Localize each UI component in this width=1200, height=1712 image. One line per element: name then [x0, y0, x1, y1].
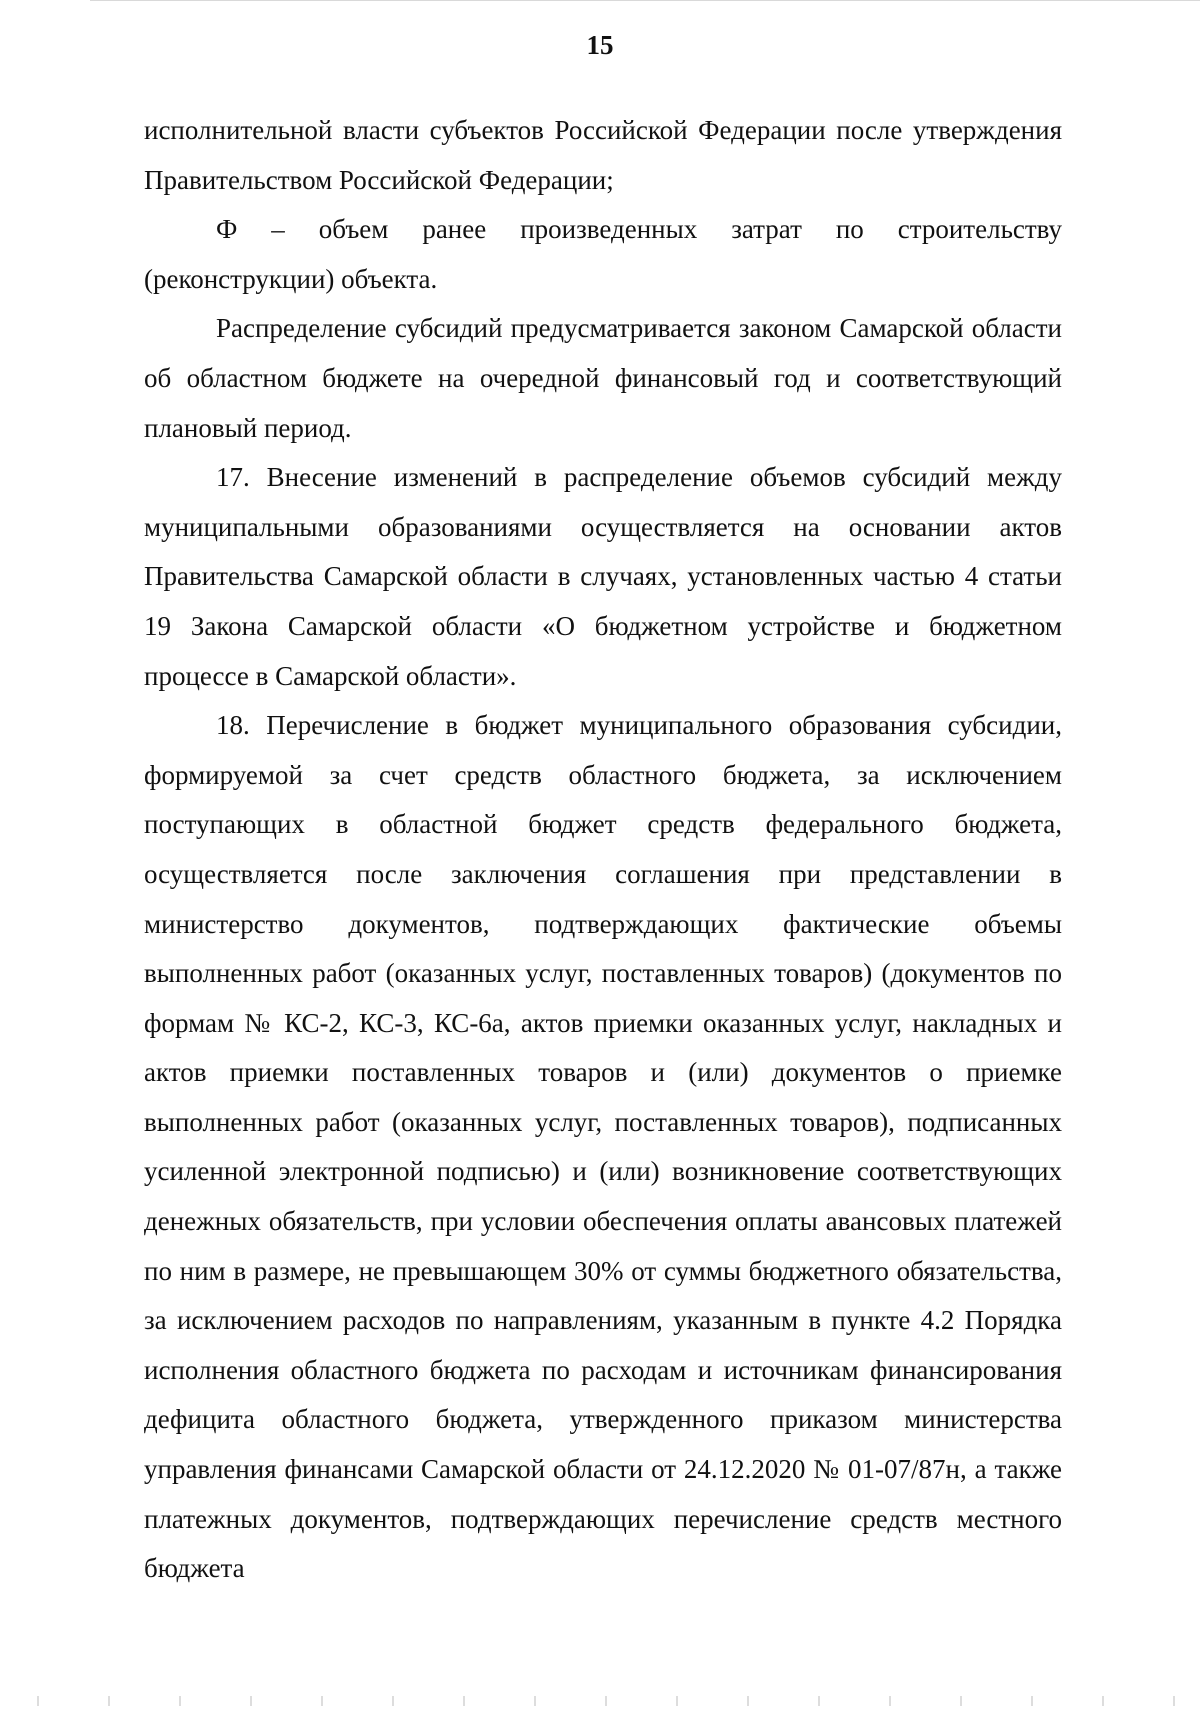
paragraph-item-17: 17. Внесение изменений в распределение объемов субсидий между муниципальными образованиями осуществляется на основании актов Правительства Самарской области в случаях, установленных частью 4 статьи 19 Закона Самарской области «О бюджетном устройстве и бюджетном процессе в Самарской области».	[144, 462, 1062, 691]
document-body	[144, 106, 1062, 1594]
page-number: 15	[586, 30, 614, 60]
paragraph-distribution: Распределение субсидий предусматривается законом Самарской области об областном бюджете на очередной финансовый год и соответствующий плановый период.	[144, 313, 1062, 443]
scan-top-edge	[90, 0, 1200, 1]
paragraph-item-18: 18. Перечисление в бюджет муниципального образования субсидии, формируемой за счет средств областного бюджета, за исключением поступающих в областной бюджет средств федерального бюджета, осуществляется после заключения соглашения при представлении в министерство документов, подтверждающих фактические объемы выполненных работ (оказанных услуг, поставленных товаров) (документов по формам № КС-2, КС-3, КС-6а, актов приемки оказанных услуг, накладных и актов приемки поставленных товаров и (или) документов о приемке выполненных работ (оказанных услуг, поставленных товаров), подписанных усиленной электронной подписью) и (или) возникновение соответствующих денежных обязательств, при условии обеспечения оплаты авансовых платежей по ним в размере, не превышающем 30% от суммы бюджетного обязательства, за исключением расходов по направлениям, указанным в пункте 4.2 Порядка исполнения областного бюджета по расходам и источникам финансирования дефицита областного бюджета, утвержденного приказом министерства управления финансами Самарской области от 24.12.2020 № 01-07/87н, а также платежных документов, подтверждающих перечисление средств местного бюджета	[144, 710, 1062, 1584]
paragraph-phi-definition: Ф – объем ранее произведенных затрат по строительству (реконструкции) объекта.	[144, 214, 1062, 294]
paragraph-continuation: исполнительной власти субъектов Российской Федерации после утверждения Правительством Российской Федерации;	[144, 115, 1062, 195]
scan-bottom-noise	[0, 1696, 1200, 1706]
